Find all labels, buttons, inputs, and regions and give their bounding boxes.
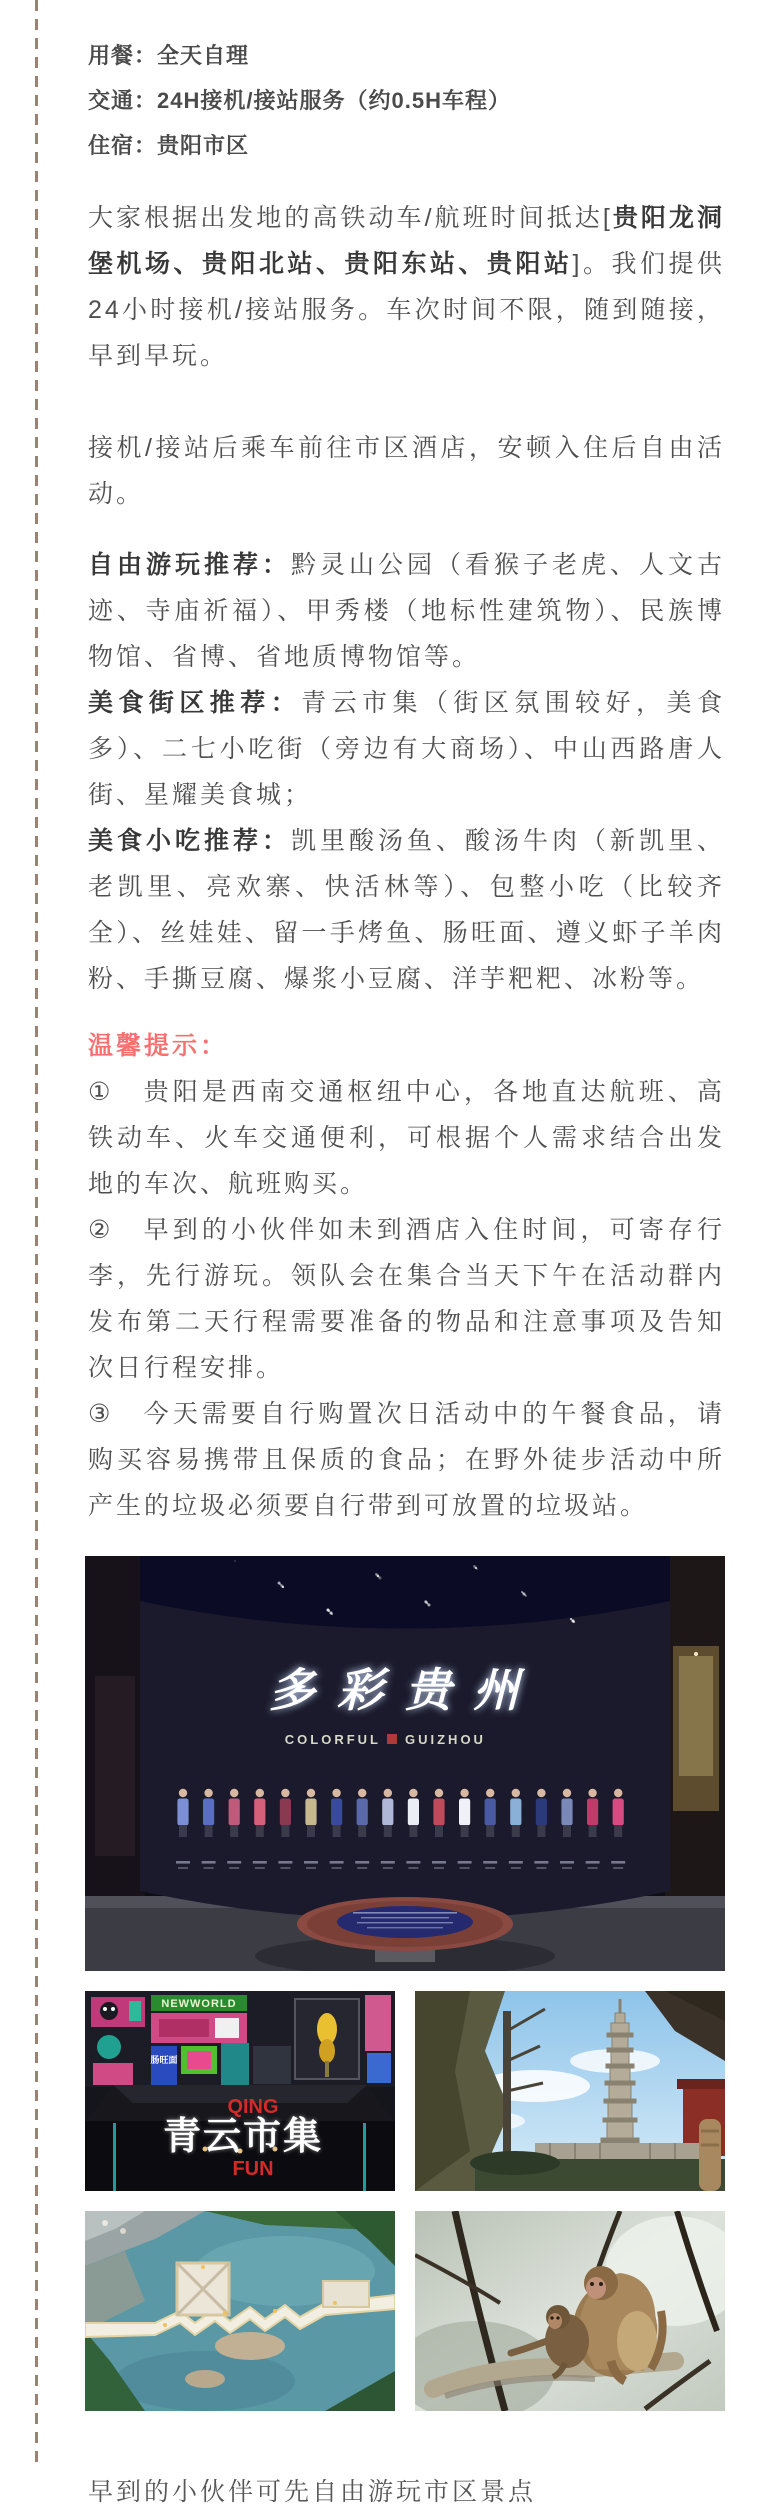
meta-meals (88, 33, 725, 78)
photo-row-middle (85, 1991, 725, 2191)
paragraph-checkin: 接机/接站后乘车前往市区酒店，安顿入住后自由活动。 (88, 434, 725, 508)
photo-aerial-lake-walkway[interactable] (85, 2211, 395, 2411)
photo-gallery (85, 1556, 725, 2411)
exhibit-subtitle-right: GUIZHOU (405, 1732, 486, 1747)
paragraph-food-recommend: 美食小吃推荐：凯里酸汤鱼、酸汤牛肉（新凯里、老凯里、亮欢寨、快活林等）、包整小吃（比较齐全）、丝娃娃、留一手烤鱼、肠旺面、遵义虾子羊肉粉、手撕豆腐、爆浆小豆腐、洋芋粑粑、冰粉等。 (88, 827, 725, 993)
photo-stone-pagoda[interactable] (415, 1991, 725, 2191)
exhibit-title: 多彩贵州 (269, 1664, 541, 1716)
market-sign-noodle: 肠旺面 (150, 2055, 178, 2065)
cutoff-text-next-section: 早到的小伙伴可先自由游玩市区景点 (88, 2478, 537, 2506)
market-sign-newworld: NEWWORLD (161, 1998, 237, 2010)
left-dashed-divider (35, 0, 38, 2468)
meta-hotel (88, 123, 725, 168)
tip-item-2: ② 早到的小伙伴如未到酒店入住时间，可寄存行李，先行游玩。领队会在集合当天下午在活动群内发布第二天行程需要准备的物品和注意事项及告知次日行程安排。 (88, 1216, 725, 1382)
exhibit-logo-mark (387, 1734, 397, 1744)
photo-colorful-guizhou-exhibit[interactable] (85, 1556, 725, 1971)
itinerary-content (88, 0, 725, 2515)
paragraph-arrival: 大家根据出发地的高铁动车/航班时间抵达[贵阳龙洞堡机场、贵阳北站、贵阳东站、贵阳站]。我们提供24小时接机/接站服务。车次时间不限，随到随接，早到早玩。 (88, 204, 725, 370)
tip-item-1: ① 贵阳是西南交通枢纽中心，各地直达航班、高铁动车、火车交通便利，可根据个人需求结合出发地的车次、航班购买。 (88, 1078, 725, 1198)
photo-macaque-monkeys[interactable] (415, 2211, 725, 2411)
meta-transport-label: 交通： (88, 88, 158, 113)
paragraph-street-recommend: 美食街区推荐：青云市集（街区氛围较好，美食多）、二七小吃街（旁边有大商场）、中山西路唐人街、星耀美食城； (88, 689, 725, 809)
meta-hotel-value: 贵阳市区 (157, 133, 250, 158)
meta-transport-value: 24H接机/接站服务（约0.5H车程） (157, 88, 511, 113)
meta-meals-label: 用餐： (88, 43, 158, 68)
meta-meals-value: 全天自理 (157, 43, 250, 68)
photo-qingyun-market[interactable] (85, 1991, 395, 2191)
market-word-qing: QING (227, 2096, 279, 2118)
tips-title: 温馨提示： (88, 1032, 229, 1060)
paragraph-play-recommend: 自由游玩推荐：黔灵山公园（看猴子老虎、人文古迹、寺庙祈福）、甲秀楼（地标性建筑物）、民族博物馆、省博、省地质博物馆等。 (88, 551, 725, 671)
exhibit-subtitle-left: COLORFUL (284, 1732, 381, 1747)
meta-hotel-label: 住宿： (88, 133, 158, 158)
tip-item-3: ③ 今天需要自行购置次日活动中的午餐食品，请购买容易携带且保质的食品；在野外徒步活动中所产生的垃圾必须要自行带到可放置的垃圾站。 (88, 1400, 725, 1520)
market-word-fun: FUN (232, 2158, 274, 2180)
meta-transport (88, 78, 725, 123)
photo-row-bottom (85, 2211, 725, 2411)
day-meta-block (88, 33, 725, 168)
market-word-main: 青云市集 (162, 2116, 324, 2158)
